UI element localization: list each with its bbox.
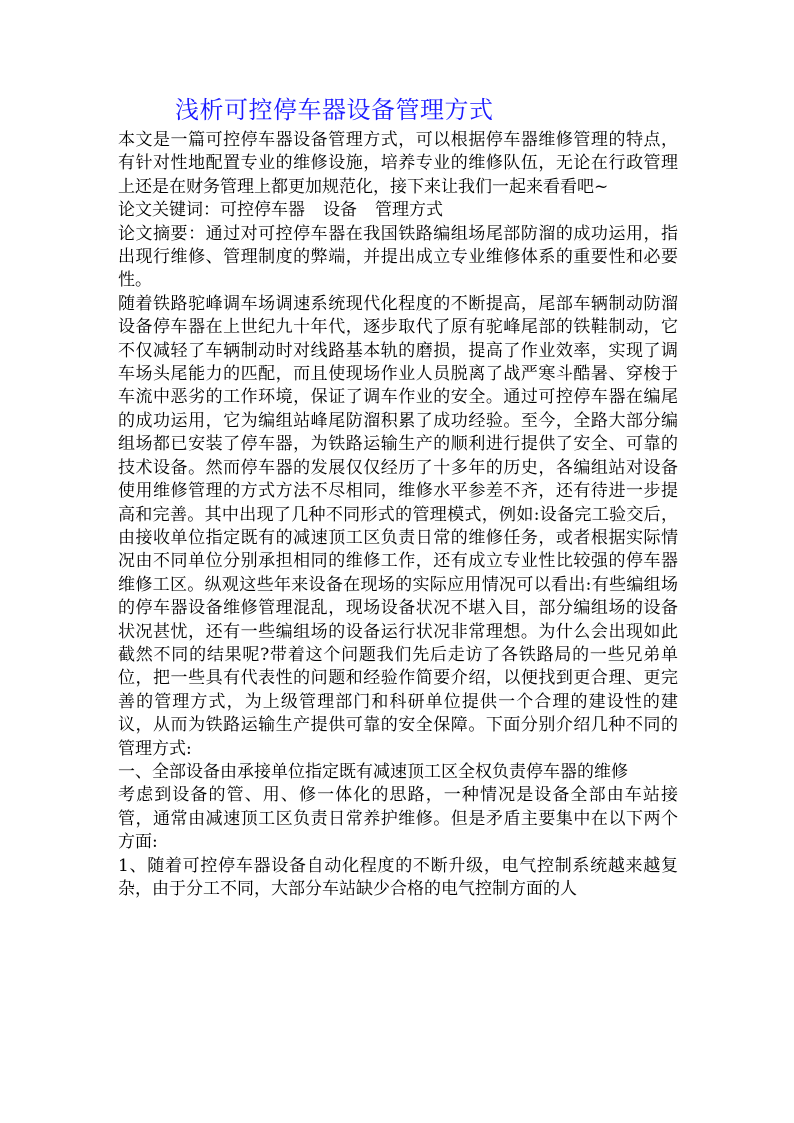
document-body <box>118 129 678 901</box>
section-heading: 一、全部设备由承接单位指定既有减速顶工区全权负责停车器的维修 <box>118 761 628 782</box>
keyword-item: 设备 <box>323 200 357 221</box>
body-paragraph: 考虑到设备的管、用、修一体化的思路，一种情况是设备全部由车站接管，通常由减速顶工区负责日常养护维修。但是矛盾主要集中在以下两个方面: <box>118 785 678 853</box>
abstract-paragraph: 论文摘要：通过对可控停车器在我国铁路编组场尾部防溜的成功运用，指出现行维修、管理制度的弊端，并提出成立专业维修体系的重要性和必要性。 <box>118 223 678 291</box>
keywords-label: 论文关键词： <box>118 200 220 221</box>
keyword-item: 可控停车器 <box>220 200 305 221</box>
body-paragraph: 1、随着可控停车器设备自动化程度的不断升级，电气控制系统越来越复杂，由于分工不同，大部分车站缺少合格的电气控制方面的人 <box>118 855 678 899</box>
keyword-item: 管理方式 <box>375 200 443 221</box>
body-paragraph: 随着铁路驼峰调车场调速系统现代化程度的不断提高，尾部车辆制动防溜设备停车器在上世纪九十年代，逐步取代了原有驼峰尾部的铁鞋制动，它不仅减轻了车辆制动时对线路基本轨的磨损，提高了作业效率，实现了调车场头尾能力的匹配，而且使现场作业人员脱离了战严寒斗酷暑、穿梭于车流中恶劣的工作环境，保证了调车作业的安全。通过可控停车器在编尾的成功运用，它为编组站峰尾防溜积累了成功经验。至今，全路大部分编组场都已安装了停车器，为铁路运输生产的顺利进行提供了安全、可靠的技术设备。然而停车器的发展仅仅经历了十多年的历史，各编组站对设备使用维修管理的方式方法不尽相同，维修水平参差不齐，还有待进一步提高和完善。其中出现了几种不同形式的管理模式，例如:设备完工验交后，由接收单位指定既有的减速顶工区负责日常的维修任务，或者根据实际情况由不同单位分别承担相同的维修工作，还有成立专业性比较强的停车器维修工区。纵观这些年来设备在现场的实际应用情况可以看出:有些编组场的停车器设备维修管理混乱，现场设备状况不堪入目，部分编组场的设备状况甚忧，还有一些编组场的设备运行状况非常理想。为什么会出现如此截然不同的结果呢?带着这个问题我们先后走访了各铁路局的一些兄弟单位，把一些具有代表性的问题和经验作简要介绍，以便找到更合理、更完善的管理方式，为上级管理部门和科研单位提供一个合理的建设性的建议，从而为铁路运输生产提供可靠的安全保障。下面分别介绍几种不同的管理方式: <box>118 293 678 759</box>
intro-paragraph: 本文是一篇可控停车器设备管理方式，可以根据停车器维修管理的特点，有针对性地配置专业的维修设施，培养专业的维修队伍，无论在行政管理上还是在财务管理上都更加规范化，接下来让我们一起来看看吧~ <box>118 130 678 197</box>
keywords-line <box>118 199 678 222</box>
document-title: 浅析可控停车器设备管理方式 <box>175 96 494 124</box>
